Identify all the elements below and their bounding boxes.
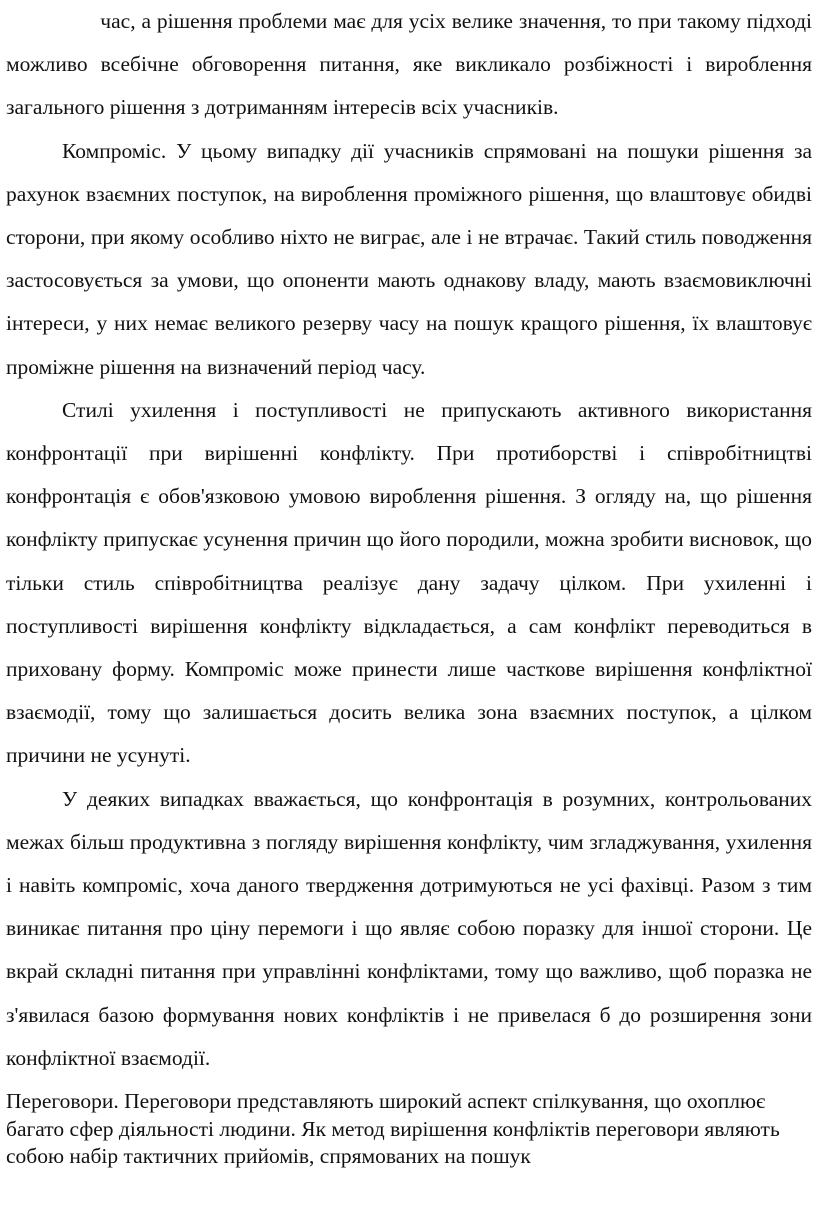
paragraph-compromise: Компроміс. У цьому випадку дії учасників спрямовані на пошуки рішення за рахунок взаємних поступок, на вироблення проміжного рішення, що влаштовує обидві сторони, при якому особливо ніхто не виграє, але і не втрачає. Такий стиль поводження застосовується за умови, що опоненти мають однакову владу, мають взаємовиключні інтереси, у них немає великого резерву часу на пошук кращого рішення, їх влаштовує проміжне рішення на визначений період часу. bbox=[6, 138, 812, 379]
paragraph-styles: Стилі ухилення і поступливості не припускають активного використання конфронтації при вирішенні конфлікту. При протиборстві і співробітництві конфронтація є обов'язковою умовою вироблення рішення. З огляду на, що рішення конфлікту припускає усунення причин що його породили, можна зробити висновок, що тільки стиль співробітництва реалізує дану задачу цілком. При ухиленні і поступливості вирішення конфлікту відкладається, а сам конфлікт переводиться в приховану форму. Компроміс може принести лише часткове вирішення конфліктної взаємодії, тому що залишається досить велика зона взаємних поступок, а цілком причини не усунуті. bbox=[6, 397, 812, 768]
paragraph-continuation: час, а рішення проблеми має для усіх велике значення, то при такому підході можливо всебічне обговорення питання, яке викликало розбіжності і вироблення загального рішення з дотриманням інтересів всіх учасників. bbox=[6, 9, 812, 120]
paragraph-confrontation: У деяких випадках вважається, що конфронтація в розумних, контрольованих межах більш продуктивна з погляду вирішення конфлікту, чим згладжування, ухилення і навіть компроміс, хоча даного твердження дотримуються не усі фахівці. Разом з тим виникає питання про ціну перемоги і що являє собою поразку для іншої сторони. Це вкрай складні питання при управлінні конфліктами, тому що важливо, щоб поразка не з'явилася базою формування нових конфліктів і не привелася б до розширення зони конфліктної взаємодії. bbox=[6, 786, 812, 1070]
paragraph-negotiations: Переговори. Переговори представляють широкий аспект спілкування, що охоплює багато сфер діяльності людини. Як метод вирішення конфліктів переговори являють собою набір тактичних прийомів, спрямованих на пошук bbox=[6, 1089, 780, 1169]
